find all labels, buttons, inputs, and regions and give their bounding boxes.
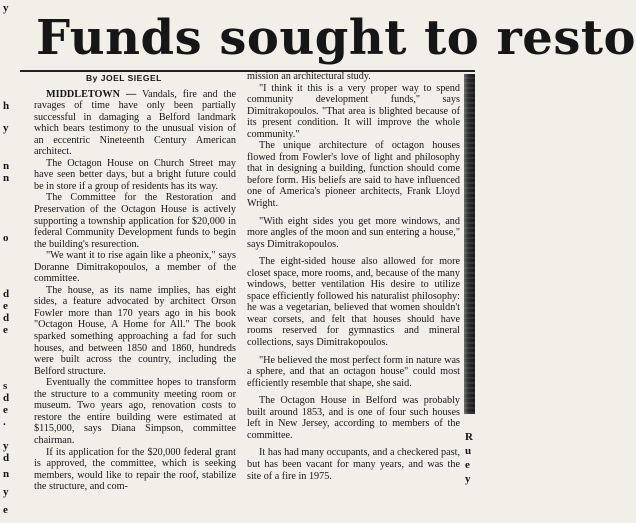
paragraph-text: Vandals, fire and the ravages of time have only been partially successful in damaging a Belford landmark which bears testimony to the unusual vision of an eccentric Nineteenth Century American architect. (34, 88, 236, 158)
paragraph: The Octagon House on Church Street may have seen better days, but a bright future could be in store if a group of residents has its way. (34, 157, 236, 192)
paragraph: The eight-sided house also allowed for more closet space, more rooms, and, because of the many windows, better ventilation His desire to utilize space efficiently followed his naturalist philosophy: he was a vegetarian, believed that women shouldn't wear corsets, and felt that houses should have rooms reserved for gymnastics and mineral collections, says Dimitrakopoulos. (247, 256, 460, 349)
paragraph: It has had many occupants, and a checkered past, but has been vacant for many years, and was the site of a fire in 1975. (247, 447, 460, 482)
paragraph-continuation: mission an architectural study. (247, 71, 371, 82)
lead-paragraph (34, 89, 236, 158)
paragraph: "I think it this is a very proper way to spend community development funds," says Dimitrakopoulos. "That area is blighted because of its present condition. It will improve the whole community." (247, 82, 460, 140)
byline: By JOEL SIEGEL (86, 73, 162, 83)
edge-char: y (3, 486, 9, 498)
caption-char: e (465, 459, 470, 471)
edge-char: n (3, 468, 10, 480)
paragraph: The unique architecture of octagon houses flowed from Fowler's love of light and philosophy that in designing a building, function should come before form. His beliefs are said to have influenced one of America's pioneer architects, Frank Lloyd Wright. (247, 140, 460, 210)
edge-char: d (3, 392, 10, 404)
edge-char: y (3, 2, 9, 14)
edge-char: . (3, 416, 6, 428)
caption-char: R (465, 431, 473, 443)
article-column-right (247, 71, 460, 482)
paragraph: The house, as its name implies, has eight sides, a feature advocated by architect Orson Fowler more than 170 years ago in his book "Octagon House, A Home for All." The book sparked something approaching a fad for such houses, and between 1850 and 1860, hundreds were built across the country, including the Belford structure. (34, 284, 236, 377)
edge-char: d (3, 288, 10, 300)
photo-caption-edge (465, 430, 477, 486)
edge-char: o (3, 232, 9, 244)
paragraph: "He believed the most perfect form in nature was a sphere, and that an octagon house" could most efficiently resemble that shape, she said. (247, 354, 460, 389)
caption-char: u (465, 445, 472, 457)
edge-char: n (3, 160, 10, 172)
dateline: MIDDLETOWN — (46, 88, 137, 100)
edge-char: e (3, 404, 8, 416)
paragraph: Eventually the committee hopes to transform the structure to a community meeting room or museum. Two years ago, renovation costs to restore the entire building were estimated at $115,000, says Diana Simpson, committee chairman. (34, 377, 236, 446)
edge-char: s (3, 380, 8, 392)
edge-char: e (3, 504, 8, 516)
paragraph: If its application for the $20,000 federal grant is approved, the committee, which is seeking members, would like to repair the roof, stabilize the structure, and com- (34, 446, 236, 493)
edge-char: d (3, 452, 10, 464)
photo-edge (464, 74, 475, 414)
article-column-left (34, 71, 236, 493)
edge-char: h (3, 100, 10, 112)
paragraph: "We want it to rise again like a pheonix," says Doranne Dimitrakopoulos, a member of the committee. (34, 250, 236, 285)
edge-char: e (3, 300, 8, 312)
paragraph: The Committee for the Restoration and Preservation of the Octagon House is actively supporting a township application for $20,000 in federal Community Development funds to begin the building's resurection. (34, 192, 236, 250)
edge-char: y (3, 122, 9, 134)
edge-char: e (3, 324, 8, 336)
edge-char: d (3, 312, 10, 324)
paragraph: The Octagon House in Belford was probably built around 1853, and is one of four such houses left in New Jersey, according to members of the committee. (247, 395, 460, 441)
headline: Funds sought to resto (36, 10, 636, 66)
previous-column-edge (0, 0, 22, 523)
edge-char: n (3, 172, 10, 184)
caption-char: y (465, 473, 471, 485)
edge-char: y (3, 440, 9, 452)
paragraph: "With eight sides you get more windows, and more angles of the moon and sun entering a house," says Dimitrakopoulos. (247, 215, 460, 250)
